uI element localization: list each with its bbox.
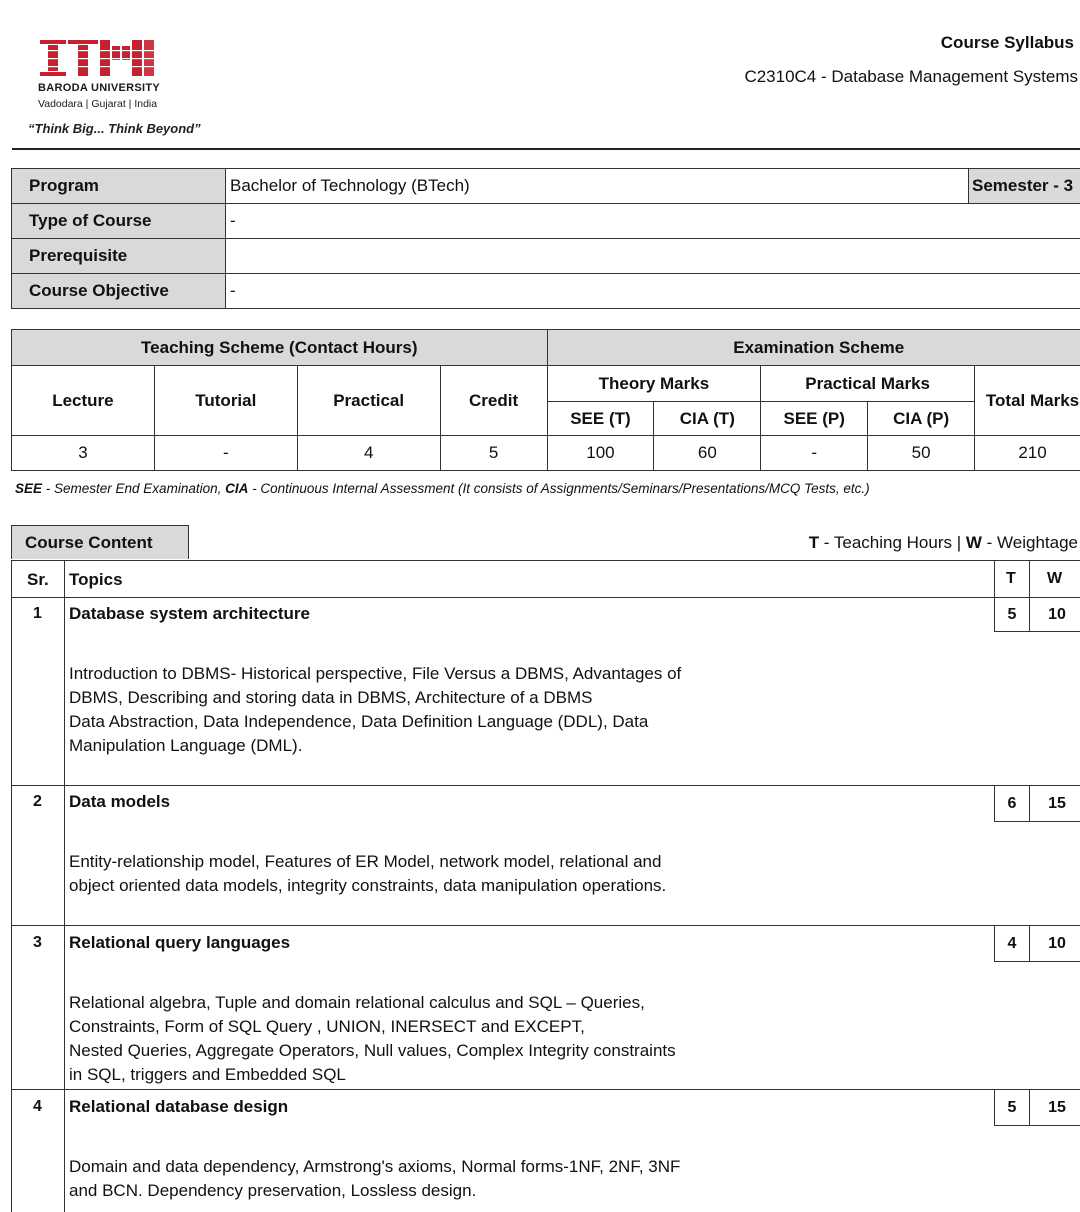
cia-p-value: 50 <box>868 436 975 471</box>
lecture-value: 3 <box>12 436 155 471</box>
row-rule-3 <box>11 1089 1080 1090</box>
legend-t: T <box>808 533 820 552</box>
program-label: Program <box>12 169 226 204</box>
topic-description: Domain and data dependency, Armstrong's axioms, Normal forms-1NF, 2NF, 3NF and BCN. Dependency preservation, Lossless design. <box>69 1157 681 1200</box>
topic-t-value: 5 <box>994 597 1030 632</box>
content-left-rule <box>11 560 12 1212</box>
total-marks-value: 210 <box>975 436 1080 471</box>
topic-t-value: 6 <box>994 785 1030 822</box>
practical-marks-header: Practical Marks <box>761 366 975 402</box>
topic-title: Relational database design <box>69 1097 289 1116</box>
cia-t-header: CIA (T) <box>654 402 761 436</box>
practical-header: Practical <box>297 366 440 436</box>
credit-header: Credit <box>440 366 547 436</box>
topic-title: Data models <box>69 792 171 811</box>
header-divider <box>12 148 1080 150</box>
total-marks-header: Total Marks <box>975 366 1080 436</box>
theory-marks-header: Theory Marks <box>547 366 761 402</box>
university-name: BARODA UNIVERSITY <box>38 82 161 94</box>
document-title: Course Syllabus <box>940 33 1074 52</box>
tw-legend <box>809 533 1078 553</box>
col-sr-header: Sr. <box>27 570 49 589</box>
semester-label: Semester - 3 <box>969 169 1080 204</box>
legend-w: W <box>965 533 982 552</box>
col-topics-header: Topics <box>69 570 123 589</box>
legend-w-text: - Weightage <box>981 533 1078 552</box>
program-info-table <box>11 168 1080 309</box>
topic-sr: 4 <box>33 1098 42 1115</box>
prerequisite-value <box>226 239 1080 274</box>
content-header-rule <box>11 597 1080 598</box>
course-code-name: C2310C4 - Database Management Systems <box>744 67 1078 86</box>
topic-w-value: 10 <box>1029 597 1080 632</box>
topic-sr: 1 <box>33 605 42 622</box>
see-p-header: SEE (P) <box>761 402 868 436</box>
cia-p-header: CIA (P) <box>868 402 975 436</box>
content-top-rule <box>11 560 1080 561</box>
cia-t-value: 60 <box>654 436 761 471</box>
topic-w-value: 15 <box>1029 785 1080 822</box>
col-w-header: W <box>1047 570 1063 587</box>
content-sr-rule <box>64 560 65 1212</box>
topic-title: Database system architecture <box>69 604 310 623</box>
topic-t-value: 4 <box>994 925 1030 962</box>
type-of-course-label: Type of Course <box>12 204 226 239</box>
see-abbr: SEE <box>15 481 43 496</box>
see-text: - Semester End Examination, <box>42 481 226 496</box>
topic-description: Introduction to DBMS- Historical perspective, File Versus a DBMS, Advantages of DBMS, Describing and storing data in DBMS, Architecture of a DBMS Data Abstraction, Data Independence, Data Definition Language (DDL), Data Manipulation Language (DML). <box>69 664 682 755</box>
row-rule-2 <box>11 925 1080 926</box>
topic-description: Relational algebra, Tuple and domain relational calculus and SQL – Queries, Constraints, Form of SQL Query , UNION, INERSECT and EXCEPT, Nested Queries, Aggregate Operators, Null values, Complex Integrity constraints in SQL, triggers and Embedded SQL <box>69 993 676 1084</box>
abbreviation-note <box>15 481 870 496</box>
type-of-course-value: - <box>226 204 1080 239</box>
see-p-value: - <box>761 436 868 471</box>
tagline: “Think Big... Think Beyond” <box>28 121 201 136</box>
header-t-rule-left <box>994 560 995 598</box>
tutorial-header: Tutorial <box>154 366 297 436</box>
cia-abbr: CIA <box>225 481 249 496</box>
topic-sr: 3 <box>33 934 42 951</box>
topic-sr: 2 <box>33 793 42 810</box>
scheme-table <box>11 329 1080 471</box>
course-content-title: Course Content <box>11 525 189 559</box>
examination-scheme-title: Examination Scheme <box>547 330 1080 366</box>
tutorial-value: - <box>154 436 297 471</box>
header-tw-rule <box>1029 560 1030 598</box>
teaching-scheme-title: Teaching Scheme (Contact Hours) <box>12 330 548 366</box>
lecture-header: Lecture <box>12 366 155 436</box>
topic-w-value: 10 <box>1029 925 1080 962</box>
see-t-value: 100 <box>547 436 654 471</box>
credit-value: 5 <box>440 436 547 471</box>
prerequisite-label: Prerequisite <box>12 239 226 274</box>
topic-t-value: 5 <box>994 1089 1030 1126</box>
university-location: Vadodara | Gujarat | India <box>38 98 158 110</box>
row-rule-1 <box>11 785 1080 786</box>
course-objective-value: - <box>226 274 1080 309</box>
see-t-header: SEE (T) <box>547 402 654 436</box>
course-objective-label: Course Objective <box>12 274 226 309</box>
legend-t-text: - Teaching Hours | <box>819 533 966 552</box>
col-t-header: T <box>1006 570 1016 587</box>
itm-logo <box>38 38 158 78</box>
topic-w-value: 15 <box>1029 1089 1080 1126</box>
practical-value: 4 <box>297 436 440 471</box>
program-value: Bachelor of Technology (BTech) <box>226 169 969 204</box>
cia-text: - Continuous Internal Assessment (It consists of Assignments/Seminars/Presentations/MCQ Tests, etc.) <box>248 481 870 496</box>
topic-title: Relational query languages <box>69 933 291 952</box>
topic-description: Entity-relationship model, Features of ER Model, network model, relational and object oriented data models, integrity constraints, data manipulation operations. <box>69 852 667 895</box>
